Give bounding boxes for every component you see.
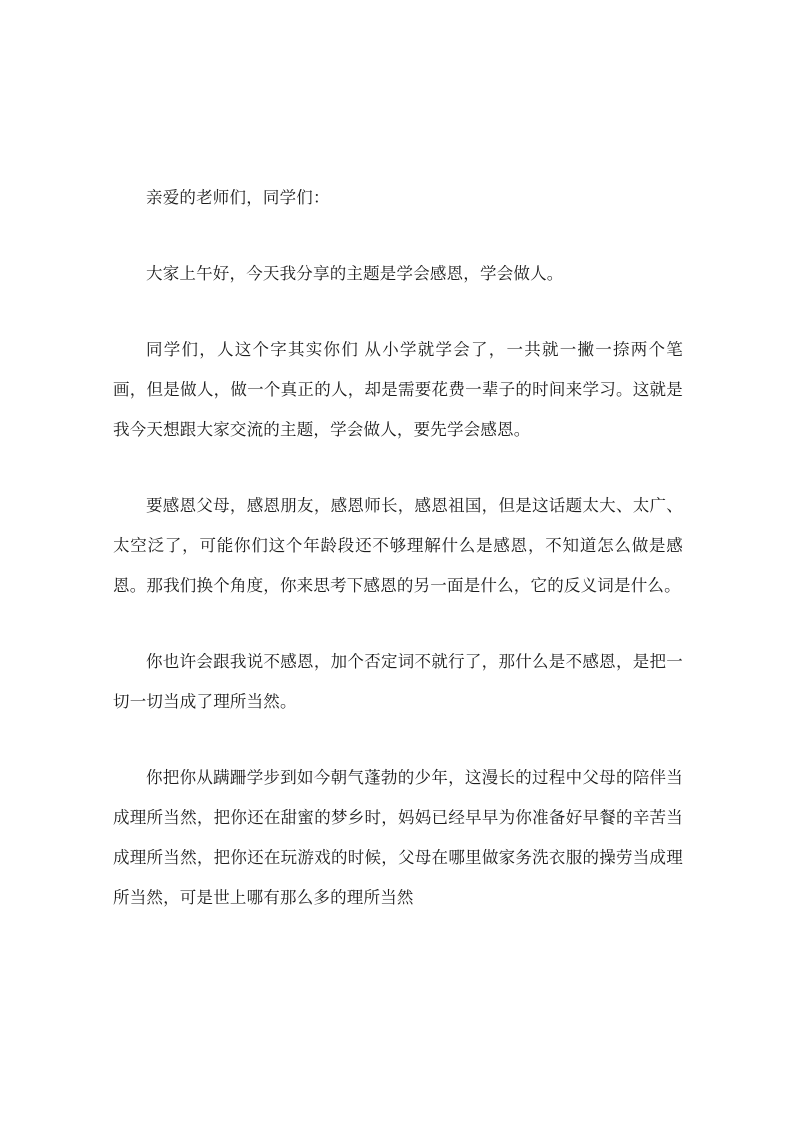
paragraph-gratitude-scope: 要感恩父母，感恩朋友，感恩师长，感恩祖国，但是这话题太大、太广、太空泛了，可能你们这个年龄段还不够理解什么是感恩，不知道怎么做是感恩。那我们换个角度，你来思考下感恩的另一面是什么，它的反义词是什么。 (113, 496, 683, 595)
paragraph-salutation: 亲爱的老师们，同学们： (146, 188, 330, 207)
paragraph-topic-intro: 同学们，人这个字其实你们 从小学就学会了，一共就一撇一捺两个笔画，但是做人，做一个真正的人，却是需要花费一辈子的时间来学习。这就是我今天想跟大家交流的主题，学会做人，要先学会感恩。 (113, 340, 683, 439)
paragraph-greeting: 大家上午好，今天我分享的主题是学会感恩，学会做人。 (146, 264, 564, 283)
document-body (113, 178, 683, 918)
paragraph-antonym: 你也许会跟我说不感恩，加个否定词不就行了，那什么是不感恩，是把一切一切当成了理所当然。 (113, 652, 683, 711)
paragraph-parents-examples: 你把你从蹒跚学步到如今朝气蓬勃的少年，这漫长的过程中父母的陪伴当成理所当然，把你还在甜蜜的梦乡时，妈妈已经早早为你准备好早餐的辛苦当成理所当然，把你还在玩游戏的时候，父母在哪里做家务洗衣服的操劳当成理所当然，可是世上哪有那么多的理所当然 (113, 768, 683, 907)
